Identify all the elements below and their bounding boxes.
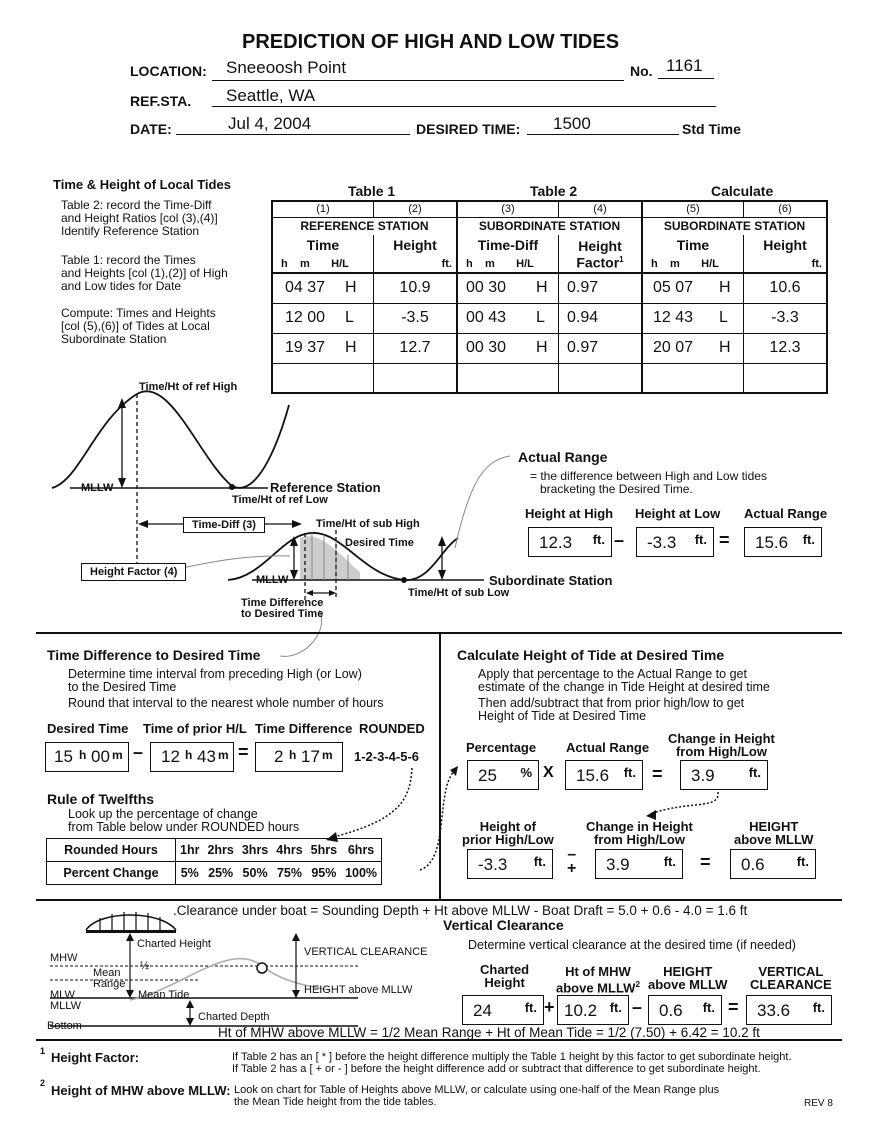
tide-value: 0.97 (567, 279, 599, 296)
twelfths-table (46, 838, 382, 885)
tide-value: H (536, 279, 548, 296)
hours-cell: 3hrs (238, 839, 272, 862)
equals-sign: = (652, 764, 663, 784)
label-rounded: ROUNDED (359, 721, 425, 736)
label-percentage: Percentage (466, 740, 537, 755)
label-height-at-low: Height at Low (635, 506, 721, 521)
vertical-clearance-field[interactable]: 33.6 ft. (746, 995, 832, 1025)
tide-value: 05 07 (653, 279, 694, 296)
twelfths-heading: Rule of Twelfths (47, 791, 155, 807)
tide-value: 19 37 (285, 338, 326, 356)
footnote-1-marker: 1 (40, 1046, 46, 1056)
date-field[interactable]: Jul 4, 2004 (228, 114, 312, 133)
clearance-formula: .Clearance under boat = Sounding Depth + Ht above MLLW - Boat Draft = 5.0 + 0.6 - 4.0 = 1.6 ft (173, 903, 748, 918)
percent-cell: 100% (341, 862, 381, 885)
vc-mean-tide: Mean Tide (138, 989, 190, 1001)
tide-value: 12.3 (769, 339, 801, 356)
page-title: PREDICTION OF HIGH AND LOW TIDES (242, 31, 620, 53)
tide-value: 0.97 (567, 338, 599, 356)
calc-height-desc: Apply that percentage to the Actual Range to get estimate of the change in Tide Height at desired time Then add/subtract that from prior high/low to get Height of Tide at Desired Time (478, 667, 770, 723)
group-header-calculate: Calculate (711, 183, 774, 199)
vc-half: ½ (140, 960, 150, 972)
percent-cell: 75% (272, 862, 306, 885)
col-number: (4) (559, 201, 643, 217)
actual-range-field[interactable]: 15.6 ft. (744, 527, 822, 557)
tide-value: 10.6 (769, 279, 801, 297)
tide-value: 00 30 (466, 338, 507, 356)
vc-vertical-clearance: VERTICAL CLEARANCE (304, 946, 428, 958)
label-height-above-mllw: HEIGHT above MLLW (734, 819, 814, 847)
vc-charted-height: Charted Height (137, 938, 211, 950)
vc-mean-range: Mean Range (93, 967, 126, 990)
desired-time-label: DESIRED TIME: (416, 121, 521, 137)
label-time-prior: Time of prior H/L (143, 721, 247, 736)
height-at-low-field[interactable]: -3.3 ft. (636, 527, 714, 557)
vc-charted-depth: Charted Depth (198, 1011, 270, 1023)
tide-value: 00 43 (466, 308, 507, 326)
number-field[interactable]: 1161 (666, 56, 703, 75)
actual-range-desc: = the difference between High and Low tides bracketing the Desired Time. (530, 469, 767, 496)
percent-cell: 95% (307, 862, 341, 885)
rounded-hours-row (47, 839, 382, 862)
vc-height-above: HEIGHT above MLLW (304, 984, 413, 996)
actual-range-field-2[interactable]: 15.6 ft. (565, 760, 643, 790)
height-above-mllw-field-2[interactable]: 0.6 ft. (648, 995, 722, 1025)
location-label: LOCATION: (130, 63, 207, 79)
change-in-height-field[interactable]: 3.9 ft. (680, 760, 768, 790)
station-header: REFERENCE STATION (272, 217, 457, 235)
tide-value: 0.94 (567, 308, 599, 326)
minus-sign: – (632, 997, 643, 1017)
tide-value: 12 43 (653, 308, 694, 326)
station-header: SUBORDINATE STATION (457, 217, 642, 235)
vertical-clearance-desc: Determine vertical clearance at the desired time (if needed) (468, 938, 796, 952)
label-desired-time: Desired Time (47, 721, 129, 736)
label-td-desired: Time Difference to Desired Time (241, 597, 324, 620)
tide-value: H (345, 279, 357, 296)
note-compute: Compute: Times and Heights [col (5),(6)] of Tides at Local Subordinate Station (61, 306, 216, 346)
times-sign: X (543, 764, 554, 781)
vertical-clearance-heading: Vertical Clearance (443, 917, 564, 933)
std-time-label: Std Time (682, 121, 741, 137)
refsta-label: REF.STA. (130, 93, 192, 109)
desired-time-box[interactable]: 15 h 00 m (45, 742, 129, 772)
mhw-formula: Ht of MHW above MLLW = 1/2 Mean Range + Ht of Mean Tide = 1/2 (7.50) + 6.42 = 10.2 ft (218, 1025, 760, 1040)
label-change-in-height: Change in Height from High/Low (668, 731, 775, 759)
plus-minus-sign: – + (567, 846, 577, 877)
row-label: Percent Change (47, 862, 176, 885)
label-subordinate-station: Subordinate Station (489, 573, 613, 588)
label-prior-high-low: Height of prior High/Low (462, 819, 554, 847)
hours-cell: 2hrs (203, 839, 237, 862)
equals-sign: = (719, 530, 730, 550)
header-height-factor: Height Factor$^1$ (559, 235, 643, 273)
date-label: DATE: (130, 121, 172, 137)
footnote-1-label: Height Factor: (51, 1050, 140, 1065)
vc-mlw-mllw: MLW MLLW (50, 989, 81, 1012)
footnote-2-text: Look on chart for Table of Heights above MLLW, or calculate using one-half of the Mean Range plus the Mean Tide height from the tide tables. (234, 1084, 720, 1108)
rounded-options: 1-2-3-4-5-6 (354, 749, 420, 764)
tide-value: 10.9 (399, 279, 431, 297)
vc-bottom: Bottom (47, 1020, 82, 1032)
label-height-above-mllw-2: HEIGHT above MLLW (648, 964, 728, 992)
percent-change-row (47, 862, 382, 885)
label-mllw-sub: MLLW (256, 574, 289, 586)
label-ref-high: Time/Ht of ref High (139, 381, 238, 393)
percentage-field[interactable]: 25 % (467, 760, 539, 790)
footnote-1-text: If Table 2 has an [ * ] before the height difference multiply the Table 1 height by this factor to get subordinate height. If Table 2 has a [ + or - ] before the height difference add or subtract that difference to get subordinate height. (232, 1051, 792, 1075)
tide-value: 12 00 (285, 308, 326, 326)
header-time-diff: Time-Diff h m H/L (457, 235, 559, 273)
vc-mhw: MHW (50, 952, 78, 964)
refsta-field[interactable]: Seattle, WA (226, 86, 316, 105)
tide-value: L (345, 308, 354, 326)
label-reference-station: Reference Station (270, 480, 381, 495)
tide-value: H (536, 338, 548, 356)
tide-value: 12.7 (399, 339, 431, 356)
tide-value: L (719, 308, 728, 326)
note-table2: Table 2: record the Time-Diff and Height Ratios [col (3),(4)] Identify Reference Station (61, 198, 218, 238)
col-number: (3) (457, 201, 559, 217)
footnote-2-label: Height of MHW above MLLW: (51, 1083, 231, 1098)
equals-sign: = (238, 742, 249, 762)
mhw-above-mllw-field[interactable]: 10.2 ft. (557, 995, 629, 1025)
desired-time-field[interactable]: 1500 (553, 114, 591, 133)
percent-cell: 5% (176, 862, 204, 885)
label-charted-height: Charted Height (480, 962, 530, 990)
hours-cell: 5hrs (307, 839, 341, 862)
station-header: SUBORDINATE STATION (642, 217, 827, 235)
tide-value: H (719, 279, 731, 296)
group-header-table2: Table 2 (530, 183, 578, 199)
label-height-factor: Height Factor (4) (81, 563, 186, 581)
label-ref-low: Time/Ht of ref Low (232, 494, 328, 506)
time-difference-box[interactable]: 2 h 17 m (255, 742, 343, 772)
equals-sign: = (700, 852, 711, 872)
hours-cell: 1hr (176, 839, 204, 862)
col-number: (6) (744, 201, 828, 217)
label-time-diff: Time-Diff (3) (183, 517, 265, 533)
location-field[interactable]: Sneeoosh Point (226, 58, 347, 77)
label-mhw-above-mllw: Ht of MHW above MLLW$^2$ (556, 964, 640, 996)
label-actual-range: Actual Range (566, 740, 650, 755)
header-sub-time: Time h m H/L (642, 235, 744, 273)
minus-sign: – (614, 530, 625, 550)
hours-cell: 4hrs (272, 839, 306, 862)
tide-value: L (536, 308, 545, 326)
plus-sign: + (544, 997, 555, 1017)
calc-height-heading: Calculate Height of Tide at Desired Time (457, 647, 725, 663)
percent-cell: 50% (238, 862, 272, 885)
label-desired-time: Desired Time (345, 537, 414, 549)
equals-sign: = (728, 997, 739, 1017)
charted-height-field[interactable]: 24 ft. (462, 995, 544, 1025)
prior-time-box[interactable]: 12 h 43 m (150, 742, 234, 772)
prior-high-low-field[interactable]: -3.3 ft. (467, 849, 553, 879)
minus-sign: – (133, 742, 144, 762)
time-difference-heading: Time Difference to Desired Time (47, 647, 261, 663)
label-change-in-height-2: Change in Height from High/Low (586, 819, 693, 847)
col-number: (1) (272, 201, 374, 217)
row-label: Rounded Hours (47, 839, 176, 862)
revision-label: REV 8 (804, 1098, 833, 1109)
actual-range-heading: Actual Range (518, 449, 608, 465)
header-sub-height: Height ft. (744, 235, 828, 273)
change-in-height-field-2[interactable]: 3.9 ft. (595, 849, 683, 879)
col-number: (2) (374, 201, 458, 217)
label-actual-range: Actual Range (744, 506, 828, 521)
header-time: Time h m H/L (272, 235, 374, 273)
label-sub-low: Time/Ht of sub Low (408, 587, 510, 599)
label-vertical-clearance: VERTICAL CLEARANCE (750, 964, 832, 992)
label-sub-high: Time/Ht of sub High (316, 518, 420, 530)
note-table1: Table 1: record the Times and Heights [col (1),(2)] of High and Low tides for Date (61, 253, 228, 293)
col-number: (5) (642, 201, 744, 217)
tide-value: -3.3 (771, 309, 799, 326)
height-above-mllw-field[interactable]: 0.6 ft. (730, 849, 816, 879)
tide-value: H (345, 338, 357, 356)
percent-cell: 25% (203, 862, 237, 885)
tide-value: H (719, 338, 731, 356)
tide-value: 00 30 (466, 279, 507, 296)
hours-cell: 6hrs (341, 839, 381, 862)
header-height: Height ft. (374, 235, 458, 273)
time-difference-desc: Determine time interval from preceding High (or Low) to the Desired Time Round that interval to the nearest whole number of hours (68, 667, 384, 710)
group-header-table1: Table 1 (348, 183, 396, 199)
number-label: No. (630, 63, 653, 79)
footnote-2-marker: 2 (40, 1078, 46, 1088)
label-mllw: MLLW (81, 482, 114, 494)
twelfths-desc: Look up the percentage of change from Table below under ROUNDED hours (68, 807, 300, 834)
local-tides-heading: Time & Height of Local Tides (53, 177, 231, 192)
tide-value: -3.5 (401, 309, 429, 326)
height-at-high-field[interactable]: 12.3 ft. (528, 527, 612, 557)
label-height-at-high: Height at High (525, 506, 614, 521)
tide-value: 04 37 (285, 279, 326, 296)
label-time-difference: Time Difference (255, 721, 353, 736)
tide-value: 20 07 (653, 338, 694, 356)
